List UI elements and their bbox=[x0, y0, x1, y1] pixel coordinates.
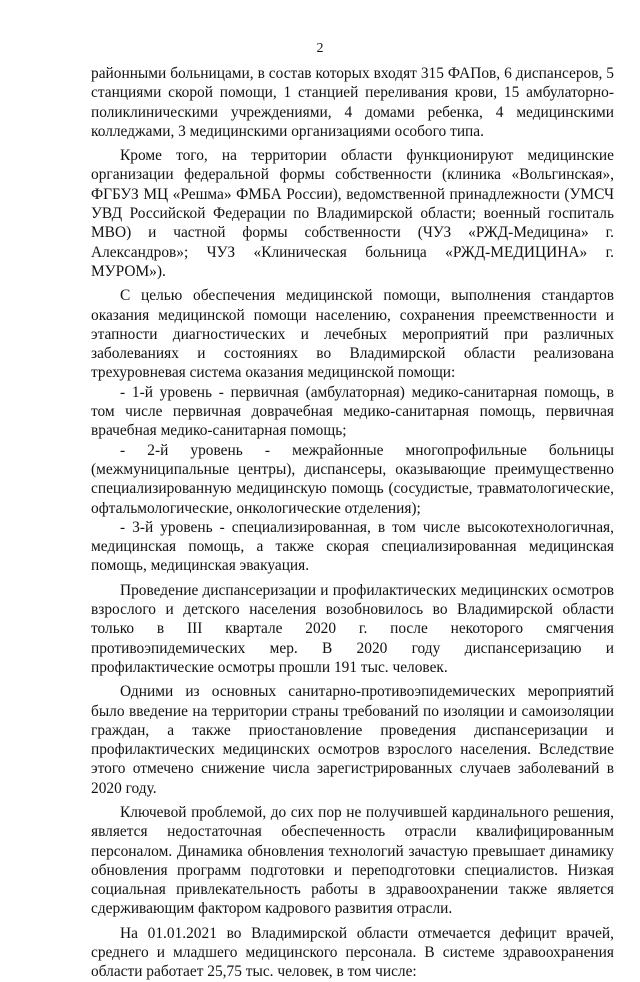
paragraph-staff-deficit: На 01.01.2021 во Владимирской области отмечается дефицит врачей, среднего и младшего медицинского персонала. В системе здравоохранения области работает 25,75 тыс. человек, в том числе: bbox=[91, 924, 614, 981]
paragraph-epidemic-measures: Одними из основных санитарно-противоэпидемических мероприятий было введение на территории страны требований по изоляции и самоизоляции граждан, а также приостановление проведения диспансеризации и профилактических медицинских осмотров взрослого населения. Вследствие этого отмечено снижение числа зарегистрированных случаев заболеваний в 2020 году. bbox=[91, 683, 614, 797]
list-item-level-2: - 2-й уровень - межрайонные многопрофильные больницы (межмуниципальные центры), диспансеры, оказывающие преимущественно специализированную медицинскую помощь (сосудистые, травматологические, офтальмологические, онкологические отделения); bbox=[91, 441, 614, 517]
page-number: 2 bbox=[316, 41, 324, 56]
paragraph-facilities-continued: районными больницами, в состав которых входят 315 ФАПов, 6 диспансеров, 5 станциями скорой помощи, 1 станцией переливания крови, 15 амбулаторно-поликлиническими учреждениями, 4 домами ребенка, 4 медицинскими колледжами, 3 медицинскими организациями особого типа. bbox=[91, 65, 614, 140]
paragraph-three-level-system: С целью обеспечения медицинской помощи, выполнения стандартов оказания медицинской помощи населению, сохранения преемственности и этапности диагностических и лечебных мероприятий при различных заболеваниях и состояниях во Владимирской области реализована трехуровневая система оказания медицинской помощи: bbox=[91, 287, 614, 382]
list-item-level-1: - 1-й уровень - первичная (амбулаторная) медико-санитарная помощь, в том числе первичная доврачебная медико-санитарная помощь, первичная врачебная медико-санитарная помощь; bbox=[91, 383, 614, 440]
list-item-level-3: - 3-й уровень - специализированная, в том числе высокотехнологичная, медицинская помощь, а также скорая специализированная медицинская помощь, медицинская эвакуация. bbox=[91, 518, 614, 575]
paragraph-dispensarization: Проведение диспансеризации и профилактических медицинских осмотров взрослого и детского населения возобновилось во Владимирской области только в III квартале 2020 г. после некоторого смягчения противоэпидемических мер. В 2020 году диспансеризацию и профилактические осмотры прошли 191 тыс. человек. bbox=[91, 581, 614, 676]
paragraph-federal-organizations: Кроме того, на территории области функционируют медицинские организации федеральной формы собственности (клиника «Вольгинская», ФГБУЗ МЦ «Решма» ФМБА России), ведомственной принадлежности (УМСЧ УВД Российской Федерации по Владимирской области; военный госпиталь МВО) и частной формы собственности (ЧУЗ «РЖД-Медицина» г. Александров»; ЧУЗ «Клиническая больница «РЖД-МЕДИЦИНА» г. МУРОМ»). bbox=[91, 147, 614, 280]
document-body bbox=[91, 64, 614, 982]
paragraph-staffing-problem: Ключевой проблемой, до сих пор не получившей кардинального решения, является недостаточная обеспеченность отрасли квалифицированным персоналом. Динамика обновления технологий зачастую превышает динамику обновления программ подготовки и переподготовки специалистов. Низкая социальная привлекательность работы в здравоохранении также является сдерживающим фактором кадрового развития отрасли. bbox=[91, 803, 614, 918]
